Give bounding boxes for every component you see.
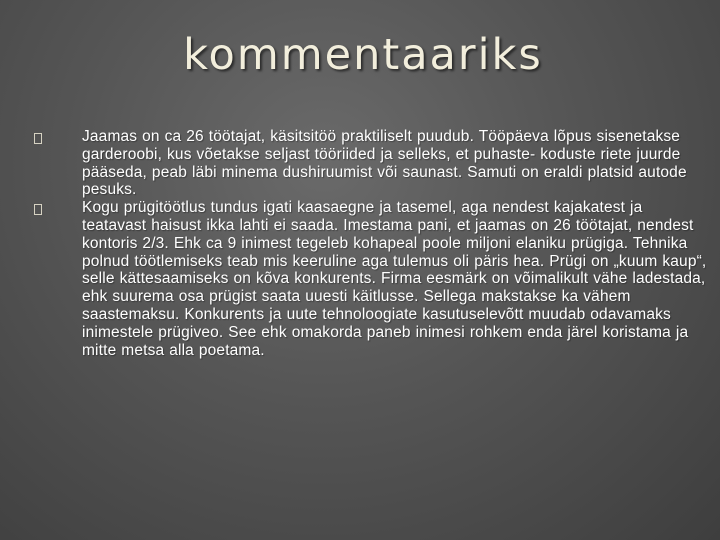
bullet-text: Kogu prügitöötlus tundus igati kaasaegne ja tasemel, aga nendest kajakatest ja teatavast haisust ikka lahti ei saada. Imestama pani, et jaamas on 26 töötajat, nendest kontoris 2/3. Ehk ca 9 inimest tegeleb kohapeal poole miljoni elaniku prügiga. Tehnika polnud töötlemiseks teab mis keeruline aga tulemus oli päris hea. Prügi on „kuum kaup“, selle kättesaamiseks on kõva konkurents. Firma eesmärk on võimalikult vähe ladestada, ehk suurema osa prügist saata uuesti käitlusse. Sellega makstakse ka vähem saastemaksu. Konkurents ja uute tehnoloogiate kasutuselevõtt muudab odavamaks inimestele prügiveo. See ehk omakorda paneb inimesi rohkem enda järel koristama ja mitte metsa alla poetama. xyxy=(82,199,707,359)
bullet-text: Jaamas on ca 26 töötajat, käsitsitöö praktiliselt puudub. Tööpäeva lõpus sisenetakse garderoobi, kus võetakse seljast tööriided ja selleks, et puhaste- koduste riete juurde pääseda, peab läbi minema dushiruumist või saunast. Samuti on eraldi platsid autode pesuks. xyxy=(82,128,687,199)
bullet-item xyxy=(82,199,710,359)
slide-title: kommentaariks xyxy=(183,30,543,80)
slide-content xyxy=(82,128,710,359)
square-bullet-icon xyxy=(34,133,42,144)
square-bullet-icon xyxy=(34,204,42,215)
bullet-item xyxy=(82,128,710,199)
